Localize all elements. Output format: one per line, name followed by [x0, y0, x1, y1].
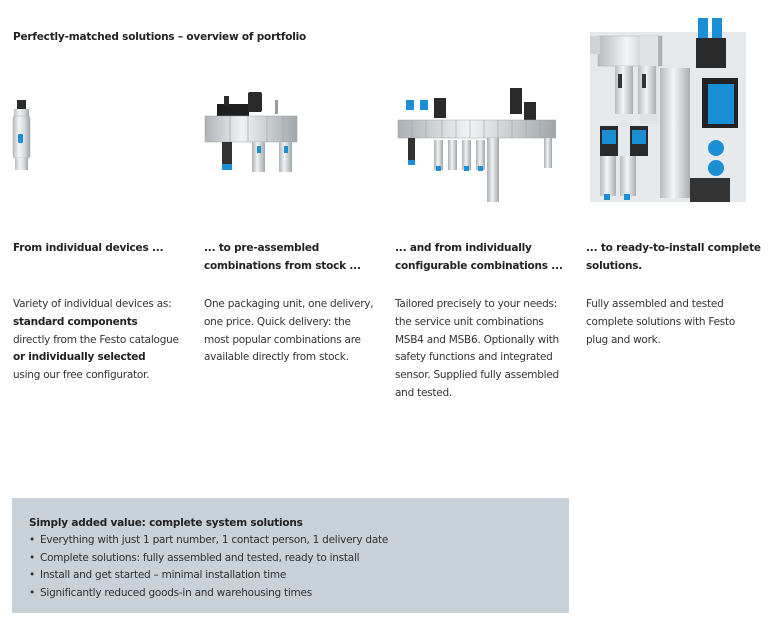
pre-assembled-combination-image	[203, 92, 299, 184]
list-item: • Complete solutions: fully assembled and tested, ready to install	[29, 550, 551, 568]
column-heading: From individual devices ...	[13, 242, 164, 254]
column-pre-assembled	[204, 240, 389, 364]
configurable-combination-image	[396, 80, 556, 202]
column-heading: ... to pre-assembled combinations from stock ...	[204, 242, 361, 272]
info-box-list	[29, 532, 551, 602]
list-item: • Significantly reduced goods-in and warehousing times	[29, 585, 551, 603]
column-body: Tailored precisely to your needs: the service unit combinations MSB4 and MSB6. Optionally with safety functions and integrated sensor. Supplied fully assembled and tested.	[395, 298, 559, 399]
column-heading: ... and from individually configurable combinations ...	[395, 242, 563, 272]
added-value-info-box	[12, 498, 569, 613]
column-body: One packaging unit, one delivery, one price. Quick delivery: the most popular combinations are available directly from stock.	[204, 298, 374, 364]
list-item: • Everything with just 1 part number, 1 contact person, 1 delivery date	[29, 532, 551, 550]
column-body: Fully assembled and tested complete solutions with Festo plug and work.	[586, 298, 736, 346]
complete-system-panel-image	[590, 8, 750, 206]
list-item: • Install and get started – minimal installation time	[29, 567, 551, 585]
column-complete-solutions	[586, 240, 768, 346]
column-individual-devices	[13, 240, 198, 382]
single-service-unit-device-image	[10, 100, 34, 172]
bullet-icon: •	[29, 569, 35, 581]
page-title: Perfectly-matched solutions – overview of portfolio	[13, 31, 307, 43]
bullet-icon: •	[29, 586, 35, 599]
info-box-title: Simply added value: complete system solutions	[29, 517, 303, 529]
bullet-icon: •	[29, 534, 35, 546]
column-heading: ... to ready-to-install complete solutions.	[586, 242, 761, 272]
bullet-icon: •	[29, 551, 35, 564]
column-body: Variety of individual devices as: standard components directly from the Festo catalogue or individually selected using our free configurator.	[13, 298, 179, 382]
column-configurable	[395, 240, 580, 399]
